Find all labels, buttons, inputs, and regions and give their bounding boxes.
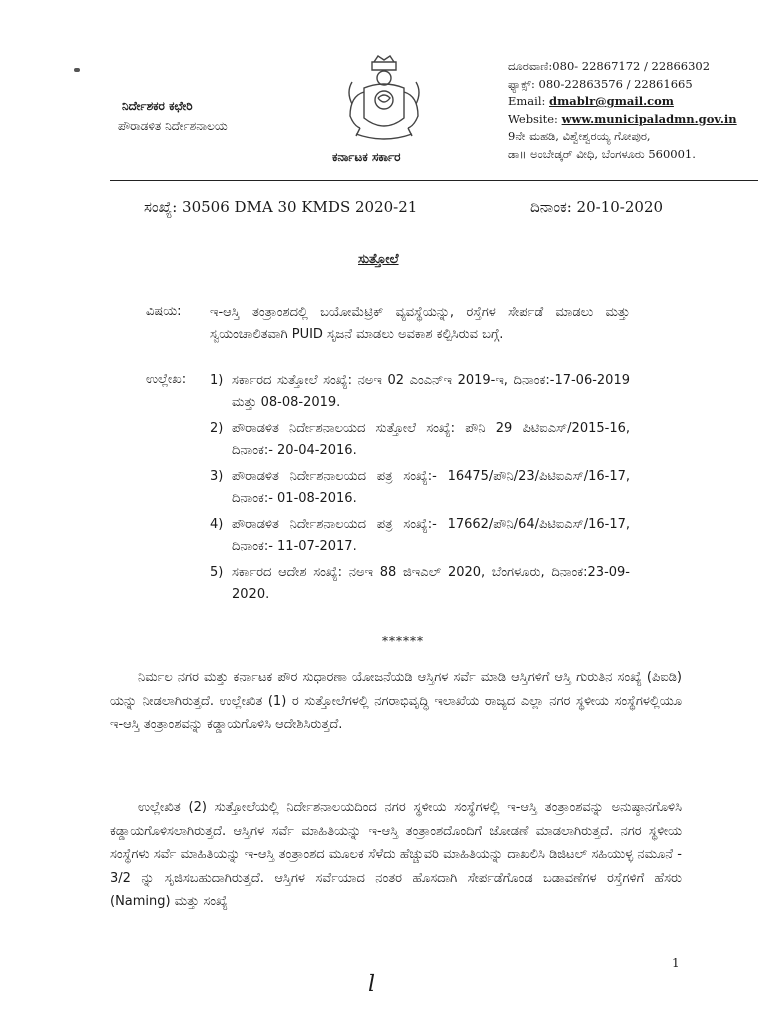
reference-number: ಸಂಖ್ಯೆ: 30506 DMA 30 KMDS 2020-21 <box>144 198 418 216</box>
reference-text: ಸರ್ಕಾರದ ಸುತ್ತೋಲೆ ಸಂಖ್ಯೆ: ನಅಇ 02 ಎಂಎನ್‌ಇ 2019-ಇ, ದಿನಾಂಕ:-17-06-2019 ಮತ್ತು 08-08-2019. <box>232 373 630 410</box>
website-link[interactable]: www.municipaladmn.gov.in <box>561 111 737 126</box>
website-line <box>508 111 737 129</box>
page-number: 1 <box>672 956 680 970</box>
reference-text: ಸರ್ಕಾರದ ಆದೇಶ ಸಂಖ್ಯೆ: ನಅಇ 88 ಜಿಇಎಲ್ 2020, ಬೆಂಗಳೂರು, ದಿನಾಂಕ:23-09-2020. <box>232 565 630 602</box>
fax-line: ಫ್ಯಾಕ್ಸ್: 080-22863576 / 22861665 <box>508 76 693 91</box>
state-emblem-icon <box>334 52 434 152</box>
office-title: ನಿರ್ದೇಶಕರ ಕಛೇರಿ <box>122 99 193 113</box>
email-label: Email: <box>508 94 550 108</box>
body-paragraph-2: ಉಲ್ಲೇಖಿತ (2) ಸುತ್ತೋಲೆಯಲ್ಲಿ ನಿರ್ದೇಶನಾಲಯದಿಂದ ನಗರ ಸ್ಥಳೀಯ ಸಂಸ್ಥೆಗಳಲ್ಲಿ ಇ-ಆಸ್ತಿ ತಂತ್ರಾಂಶವನ್ನು ಅನುಷ್ಠಾನಗೊಳಿಸಿ ಕಡ್ಡಾಯಗೊಳಿಸಲಾಗಿರುತ್ತದೆ. ಆಸ್ತಿಗಳ ಸರ್ವೆ ಮಾಹಿತಿಯನ್ನು ಇ-ಆಸ್ತಿ ತಂತ್ರಾಂಶದೊಂದಿಗೆ ಜೋಡಣೆ ಮಾಡಲಾಗಿರುತ್ತದೆ. ನಗರ ಸ್ಥಳೀಯ ಸಂಸ್ಥೆಗಳು ಸರ್ವೆ ಮಾಹಿತಿಯನ್ನು ಇ-ಆಸ್ತಿ ತಂತ್ರಾಂಶದ ಮೂಲಕ ಸೆಳೆದು ಹೆಚ್ಚುವರಿ ಮಾಹಿತಿಯನ್ನು ದಾಖಲಿಸಿ ಡಿಜಿಟಲ್ ಸಹಿಯುಳ್ಳ ನಮೂನೆ - 3/2 ನ್ನು ಸೃಜಿಸಬಹುದಾಗಿರುತ್ತದೆ. ಆಸ್ತಿಗಳ ಸರ್ವೆಯಾದ ನಂತರ ಹೊಸದಾಗಿ ಸೇರ್ಪಡೆಗೊಂಡ ಬಡಾವಣೆಗಳ ರಸ್ತೆಗಳಿಗೆ ಹೆಸರು (Naming) ಮತ್ತು ಸಂಖ್ಯೆ <box>110 800 682 909</box>
contact-block <box>508 58 737 163</box>
office-department: ಪೌರಾಡಳಿತ ನಿರ್ದೇಶನಾಲಯ <box>118 119 228 133</box>
header-divider <box>110 180 758 181</box>
reference-number-label: 4) <box>210 517 224 532</box>
office-block <box>118 96 228 136</box>
reference-text: ಪೌರಾಡಳಿತ ನಿರ್ದೇಶನಾಲಯದ ಪತ್ರ ಸಂಖ್ಯೆ:- 16475/ಪೌನಿ/23/ಪಿಟಿಐಎಸ್/16-17, ದಿನಾಂಕ:- 01-08-2016. <box>232 469 630 506</box>
emblem-label: ಕರ್ನಾಟಕ ಸರ್ಕಾರ <box>332 150 401 164</box>
reference-number-label: 5) <box>210 565 224 580</box>
reference-number-label: 1) <box>210 373 224 388</box>
body-paragraph-1: ನಿರ್ಮಲ ನಗರ ಮತ್ತು ಕರ್ನಾಟಕ ಪೌರ ಸುಧಾರಣಾ ಯೋಜನೆಯಡಿ ಆಸ್ತಿಗಳ ಸರ್ವೆ ಮಾಡಿ ಆಸ್ತಿಗಳಿಗೆ ಆಸ್ತಿ ಗುರುತಿನ ಸಂಖ್ಯೆ (ಪಿಐಡಿ) ಯನ್ನು ನೀಡಲಾಗಿರುತ್ತದೆ. ಉಲ್ಲೇಖಿತ (1) ರ ಸುತ್ತೋಲೆಗಳಲ್ಲಿ ನಗರಾಭಿವೃದ್ಧಿ ಇಲಾಖೆಯ ರಾಜ್ಯದ ಎಲ್ಲಾ ನಗರ ಸ್ಥಳೀಯ ಸಂಸ್ಥೆಗಳಲ್ಲಿಯೂ ಇ-ಆಸ್ತಿ ತಂತ್ರಾಂಶವನ್ನು ಕಡ್ಡಾಯಗೊಳಿಸಿ ಆದೇಶಿಸಿರುತ್ತದೆ. <box>110 670 682 732</box>
references-list <box>210 370 630 610</box>
section-separator: ****** <box>382 634 424 648</box>
document-date: ದಿನಾಂಕ: 20-10-2020 <box>530 198 664 216</box>
reference-item <box>210 562 630 606</box>
reference-item <box>210 370 630 414</box>
address-line-2: ಡಾ॥ ಅಂಬೇಡ್ಕರ್ ವೀಧಿ, ಬೆಂಗಳೂರು 560001. <box>508 146 696 161</box>
reference-text: ಪೌರಾಡಳಿತ ನಿರ್ದೇಶನಾಲಯದ ಸುತ್ತೋಲೆ ಸಂಖ್ಯೆ: ಪೌನಿ 29 ಪಿಟಿಐಎಸ್/2015-16, ದಿನಾಂಕ:- 20-04-2016. <box>232 421 630 458</box>
subject-label: ವಿಷಯ: <box>146 304 182 319</box>
reference-number-label: 2) <box>210 421 224 436</box>
reference-item <box>210 418 630 462</box>
reference-item <box>210 466 630 510</box>
reference-item <box>210 514 630 558</box>
email-link[interactable]: dmablr@gmail.com <box>549 94 674 108</box>
circular-title: ಸುತ್ತೋಲೆ <box>358 252 399 267</box>
reference-text: ಪೌರಾಡಳಿತ ನಿರ್ದೇಶನಾಲಯದ ಪತ್ರ ಸಂಖ್ಯೆ:- 17662/ಪೌನಿ/64/ಪಿಟಿಐಎಸ್/16-17, ದಿನಾಂಕ:- 11-07-2017. <box>232 517 630 554</box>
website-label: Website: <box>508 111 562 126</box>
scan-speck <box>74 68 80 72</box>
reference-number-label: 3) <box>210 469 224 484</box>
email-line <box>508 93 737 111</box>
address-line-1: 9ನೇ ಮಹಡಿ, ವಿಶ್ವೇಶ್ವರಯ್ಯ ಗೋಪುರ, <box>508 129 651 143</box>
subject-text: ಇ-ಆಸ್ತಿ ತಂತ್ರಾಂಶದಲ್ಲಿ ಬಯೋಮೆಟ್ರಿಕ್ ವ್ಯವಸ್ಥೆಯನ್ನು, ರಸ್ತೆಗಳ ಸೇರ್ಪಡೆ ಮಾಡಲು ಮತ್ತು ಸ್ವಯಂಚಾಲಿತವಾಗಿ PUID ಸೃಜನೆ ಮಾಡಲು ಅವಕಾಶ ಕಲ್ಪಿಸಿರುವ ಬಗ್ಗೆ. <box>210 305 630 342</box>
phone-line: ದೂರವಾಣಿ:080- 22867172 / 22866302 <box>508 59 711 73</box>
handwritten-mark: l <box>368 972 376 997</box>
references-label: ಉಲ್ಲೇಖ: <box>146 372 187 387</box>
